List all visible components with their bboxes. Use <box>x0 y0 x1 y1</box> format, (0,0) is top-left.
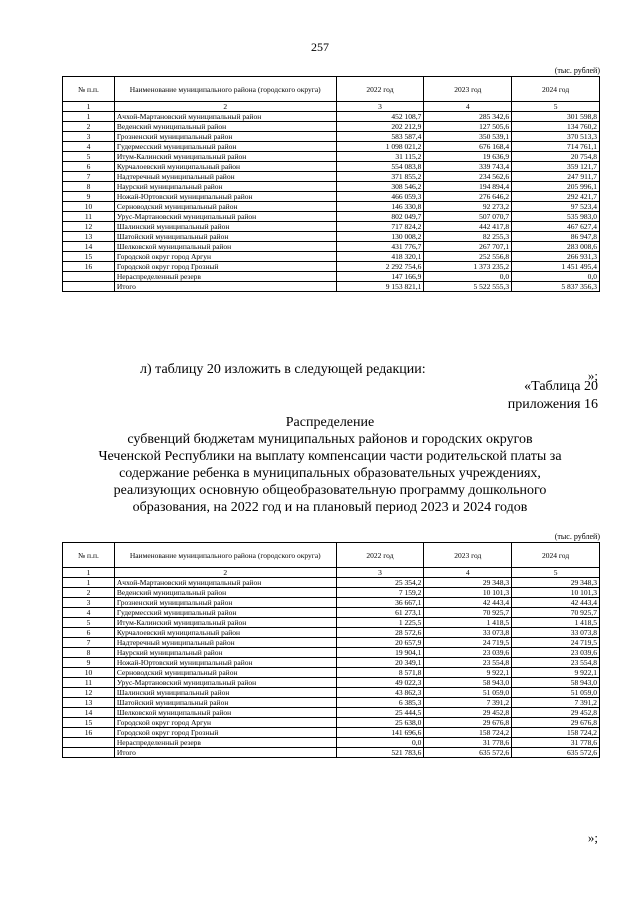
value-2024: 7 391,2 <box>512 698 600 708</box>
value-2024: 247 911,7 <box>512 172 600 182</box>
closing-quote-2: »; <box>587 830 598 845</box>
value-2024: 33 073,8 <box>512 628 600 638</box>
value-2022: 9 153 821,1 <box>336 282 424 292</box>
district-name: Итого <box>114 748 336 758</box>
table-row <box>63 588 600 598</box>
table-row <box>63 112 600 122</box>
col-index: 2 <box>114 568 336 578</box>
table-ref-line: «Таблица 20 <box>524 379 598 394</box>
col-index: 1 <box>63 102 115 112</box>
value-2023: 350 539,1 <box>424 132 512 142</box>
value-2023: 5 522 555,3 <box>424 282 512 292</box>
row-number: 9 <box>63 658 115 668</box>
district-name: Городской округ город Аргун <box>114 718 336 728</box>
value-2022: 2 292 754,6 <box>336 262 424 272</box>
title-line: субвенций бюджетам муниципальных районов и городских округов <box>127 432 533 447</box>
value-2023: 276 646,2 <box>424 192 512 202</box>
value-2023: 24 719,5 <box>424 638 512 648</box>
row-number: 4 <box>63 142 115 152</box>
col-index: 5 <box>512 102 600 112</box>
row-number: 8 <box>63 182 115 192</box>
table-row <box>63 132 600 142</box>
value-2024: 10 101,3 <box>512 588 600 598</box>
row-number: 12 <box>63 222 115 232</box>
table-row <box>63 698 600 708</box>
col-index: 3 <box>336 568 424 578</box>
district-name: Шелковской муниципальный район <box>114 708 336 718</box>
col-index: 5 <box>512 568 600 578</box>
table-row <box>63 202 600 212</box>
district-name: Веденский муниципальный район <box>114 122 336 132</box>
district-name: Серноводский муниципальный район <box>114 668 336 678</box>
table-row <box>63 658 600 668</box>
value-2023: 29 676,8 <box>424 718 512 728</box>
title-line: Чеченской Республики на выплату компенсации части родительской платы за <box>98 449 562 464</box>
value-2024: 51 059,0 <box>512 688 600 698</box>
value-2023: 1 373 235,2 <box>424 262 512 272</box>
unit-label-1: (тыс. рублей) <box>554 66 600 75</box>
value-2022: 1 098 021,2 <box>336 142 424 152</box>
row-number <box>63 272 115 282</box>
district-name: Нераспределенный резерв <box>114 272 336 282</box>
value-2022: 43 862,3 <box>336 688 424 698</box>
row-number: 7 <box>63 172 115 182</box>
col-header-num: № п.п. <box>63 77 115 102</box>
district-name: Грозненский муниципальный район <box>114 598 336 608</box>
value-2024: 20 754,8 <box>512 152 600 162</box>
value-2024: 635 572,6 <box>512 748 600 758</box>
district-name: Урус-Мартановский муниципальный район <box>114 678 336 688</box>
row-number: 2 <box>63 122 115 132</box>
value-2024: 86 947,8 <box>512 232 600 242</box>
value-2023: 194 894,4 <box>424 182 512 192</box>
value-2024: 29 452,8 <box>512 708 600 718</box>
value-2022: 521 783,6 <box>336 748 424 758</box>
district-name: Гудермесский муниципальный район <box>114 142 336 152</box>
value-2022: 554 083,8 <box>336 162 424 172</box>
value-2024: 5 837 356,3 <box>512 282 600 292</box>
value-2024: 29 676,8 <box>512 718 600 728</box>
value-2023: 82 255,3 <box>424 232 512 242</box>
table-reference <box>508 378 598 414</box>
row-number: 4 <box>63 608 115 618</box>
value-2023: 339 743,4 <box>424 162 512 172</box>
value-2022: 146 330,8 <box>336 202 424 212</box>
value-2024: 1 451 495,4 <box>512 262 600 272</box>
col-index: 1 <box>63 568 115 578</box>
value-2024: 292 421,7 <box>512 192 600 202</box>
value-2024: 23 554,8 <box>512 658 600 668</box>
title-line: Распределение <box>285 415 375 430</box>
table-row <box>63 618 600 628</box>
col-header-2022: 2022 год <box>336 543 424 568</box>
value-2023: 0,0 <box>424 272 512 282</box>
value-2023: 51 059,0 <box>424 688 512 698</box>
value-2024: 1 418,5 <box>512 618 600 628</box>
row-number: 16 <box>63 728 115 738</box>
district-name: Ачхой-Мартановский муниципальный район <box>114 112 336 122</box>
table-row <box>63 152 600 162</box>
table-row <box>63 122 600 132</box>
table-row <box>63 172 600 182</box>
row-number <box>63 748 115 758</box>
title-line: содержание ребенка в муниципальных образовательных учреждениях, <box>119 466 541 481</box>
value-2023: 19 636,9 <box>424 152 512 162</box>
value-2024: 467 627,4 <box>512 222 600 232</box>
amendment-paragraph: л) таблицу 20 изложить в следующей редакции: <box>140 362 426 377</box>
row-number: 16 <box>63 262 115 272</box>
value-2023: 9 922,1 <box>424 668 512 678</box>
subvention-table-1 <box>62 76 600 292</box>
row-number: 1 <box>63 578 115 588</box>
row-number: 11 <box>63 212 115 222</box>
district-name: Ножай-Юртовский муниципальный район <box>114 192 336 202</box>
col-header-num: № п.п. <box>63 543 115 568</box>
table-ref-line: приложения 16 <box>507 397 598 412</box>
table-row <box>63 728 600 738</box>
table-row <box>63 678 600 688</box>
value-2024: 301 598,8 <box>512 112 600 122</box>
value-2024: 24 719,5 <box>512 638 600 648</box>
table-row <box>63 708 600 718</box>
table-row <box>63 648 600 658</box>
value-2022: 308 546,2 <box>336 182 424 192</box>
table-row <box>63 242 600 252</box>
value-2022: 8 571,8 <box>336 668 424 678</box>
value-2023: 635 572,6 <box>424 748 512 758</box>
row-number: 10 <box>63 202 115 212</box>
district-name: Надтеречный муниципальный район <box>114 172 336 182</box>
table-row <box>63 282 600 292</box>
table-row <box>63 252 600 262</box>
value-2023: 252 556,8 <box>424 252 512 262</box>
district-name: Шалинский муниципальный район <box>114 688 336 698</box>
value-2024: 134 760,2 <box>512 122 600 132</box>
value-2022: 49 022,3 <box>336 678 424 688</box>
district-name: Ножай-Юртовский муниципальный район <box>114 658 336 668</box>
value-2023: 676 168,4 <box>424 142 512 152</box>
table-row <box>63 718 600 728</box>
value-2022: 717 824,2 <box>336 222 424 232</box>
col-index: 3 <box>336 102 424 112</box>
row-number: 3 <box>63 598 115 608</box>
col-index: 4 <box>424 102 512 112</box>
table-row <box>63 598 600 608</box>
value-2022: 466 059,3 <box>336 192 424 202</box>
table-row <box>63 608 600 618</box>
value-2023: 7 391,2 <box>424 698 512 708</box>
district-name: Веденский муниципальный район <box>114 588 336 598</box>
table-title <box>70 414 590 516</box>
value-2023: 33 073,8 <box>424 628 512 638</box>
district-name: Серноводский муниципальный район <box>114 202 336 212</box>
district-name: Ачхой-Мартановский муниципальный район <box>114 578 336 588</box>
value-2022: 202 212,9 <box>336 122 424 132</box>
unit-label-2: (тыс. рублей) <box>554 532 600 541</box>
row-number: 6 <box>63 162 115 172</box>
value-2022: 20 349,1 <box>336 658 424 668</box>
title-line: реализующих основную общеобразовательную программу дошкольного <box>113 483 547 498</box>
value-2024: 23 039,6 <box>512 648 600 658</box>
value-2024: 266 931,3 <box>512 252 600 262</box>
value-2022: 371 855,2 <box>336 172 424 182</box>
row-number: 11 <box>63 678 115 688</box>
row-number: 9 <box>63 192 115 202</box>
page-number: 257 <box>311 40 329 54</box>
row-number: 8 <box>63 648 115 658</box>
col-header-2023: 2023 год <box>424 77 512 102</box>
row-number: 13 <box>63 232 115 242</box>
value-2023: 234 562,6 <box>424 172 512 182</box>
table-row <box>63 142 600 152</box>
value-2024: 31 778,6 <box>512 738 600 748</box>
district-name: Наурский муниципальный район <box>114 648 336 658</box>
value-2024: 29 348,3 <box>512 578 600 588</box>
value-2022: 25 354,2 <box>336 578 424 588</box>
row-number: 7 <box>63 638 115 648</box>
district-name: Шелковской муниципальный район <box>114 242 336 252</box>
value-2022: 418 320,1 <box>336 252 424 262</box>
col-header-2023: 2023 год <box>424 543 512 568</box>
value-2023: 23 554,8 <box>424 658 512 668</box>
title-line: образования, на 2022 год и на плановый период 2023 и 2024 годов <box>132 500 528 515</box>
value-2022: 31 115,2 <box>336 152 424 162</box>
district-name: Шатойский муниципальный район <box>114 698 336 708</box>
row-number: 12 <box>63 688 115 698</box>
district-name: Итум-Калинский муниципальный район <box>114 152 336 162</box>
value-2023: 285 342,6 <box>424 112 512 122</box>
value-2024: 70 925,7 <box>512 608 600 618</box>
col-index: 2 <box>114 102 336 112</box>
row-number: 10 <box>63 668 115 678</box>
value-2023: 42 443,4 <box>424 598 512 608</box>
district-name: Нераспределенный резерв <box>114 738 336 748</box>
value-2022: 6 385,3 <box>336 698 424 708</box>
row-number <box>63 738 115 748</box>
row-number: 2 <box>63 588 115 598</box>
district-name: Курчалоевский муниципальный район <box>114 628 336 638</box>
district-name: Грозненский муниципальный район <box>114 132 336 142</box>
value-2024: 9 922,1 <box>512 668 600 678</box>
table-row <box>63 668 600 678</box>
table-row <box>63 748 600 758</box>
value-2023: 267 707,1 <box>424 242 512 252</box>
value-2022: 25 638,0 <box>336 718 424 728</box>
col-header-2022: 2022 год <box>336 77 424 102</box>
district-name: Наурский муниципальный район <box>114 182 336 192</box>
value-2024: 158 724,2 <box>512 728 600 738</box>
value-2023: 31 778,6 <box>424 738 512 748</box>
district-name: Шатойский муниципальный район <box>114 232 336 242</box>
district-name: Урус-Мартановский муниципальный район <box>114 212 336 222</box>
value-2022: 583 587,4 <box>336 132 424 142</box>
row-number <box>63 282 115 292</box>
col-header-name: Наименование муниципального района (городского округа) <box>114 543 336 568</box>
district-name: Итого <box>114 282 336 292</box>
value-2023: 158 724,2 <box>424 728 512 738</box>
col-index: 4 <box>424 568 512 578</box>
table-row <box>63 212 600 222</box>
value-2022: 452 108,7 <box>336 112 424 122</box>
closing-quote-1: »; <box>587 368 598 383</box>
table-row <box>63 688 600 698</box>
row-number: 13 <box>63 698 115 708</box>
col-header-2024: 2024 год <box>512 543 600 568</box>
district-name: Городской округ город Аргун <box>114 252 336 262</box>
table-row <box>63 578 600 588</box>
value-2024: 58 943,0 <box>512 678 600 688</box>
value-2023: 10 101,3 <box>424 588 512 598</box>
district-name: Итум-Калинский муниципальный район <box>114 618 336 628</box>
value-2024: 714 761,1 <box>512 142 600 152</box>
col-header-2024: 2024 год <box>512 77 600 102</box>
row-number: 1 <box>63 112 115 122</box>
value-2024: 97 523,4 <box>512 202 600 212</box>
row-number: 14 <box>63 708 115 718</box>
row-number: 6 <box>63 628 115 638</box>
value-2022: 1 225,5 <box>336 618 424 628</box>
value-2022: 19 904,1 <box>336 648 424 658</box>
table-row <box>63 182 600 192</box>
value-2023: 442 417,8 <box>424 222 512 232</box>
value-2023: 23 039,6 <box>424 648 512 658</box>
value-2023: 1 418,5 <box>424 618 512 628</box>
value-2022: 0,0 <box>336 738 424 748</box>
district-name: Шалинский муниципальный район <box>114 222 336 232</box>
value-2022: 61 273,1 <box>336 608 424 618</box>
value-2022: 431 776,7 <box>336 242 424 252</box>
value-2022: 147 166,9 <box>336 272 424 282</box>
row-number: 15 <box>63 718 115 728</box>
value-2023: 92 273,2 <box>424 202 512 212</box>
value-2024: 205 996,1 <box>512 182 600 192</box>
value-2022: 130 008,2 <box>336 232 424 242</box>
value-2024: 359 121,7 <box>512 162 600 172</box>
value-2022: 36 667,1 <box>336 598 424 608</box>
value-2022: 25 444,5 <box>336 708 424 718</box>
row-number: 5 <box>63 152 115 162</box>
col-header-name: Наименование муниципального района (городского округа) <box>114 77 336 102</box>
table-row <box>63 272 600 282</box>
row-number: 3 <box>63 132 115 142</box>
value-2023: 58 943,0 <box>424 678 512 688</box>
district-name: Курчалоевский муниципальный район <box>114 162 336 172</box>
table-row <box>63 738 600 748</box>
subvention-table-2 <box>62 542 600 758</box>
value-2022: 802 049,7 <box>336 212 424 222</box>
value-2023: 29 348,3 <box>424 578 512 588</box>
row-number: 15 <box>63 252 115 262</box>
table-row <box>63 192 600 202</box>
value-2023: 70 925,7 <box>424 608 512 618</box>
table-row <box>63 162 600 172</box>
value-2023: 507 070,7 <box>424 212 512 222</box>
value-2022: 141 696,6 <box>336 728 424 738</box>
district-name: Надтеречный муниципальный район <box>114 638 336 648</box>
table-row <box>63 222 600 232</box>
value-2022: 7 159,2 <box>336 588 424 598</box>
value-2024: 370 513,3 <box>512 132 600 142</box>
district-name: Городской округ город Грозный <box>114 728 336 738</box>
value-2022: 28 572,6 <box>336 628 424 638</box>
table-row <box>63 638 600 648</box>
row-number: 5 <box>63 618 115 628</box>
value-2024: 535 983,0 <box>512 212 600 222</box>
table-row <box>63 262 600 272</box>
row-number: 14 <box>63 242 115 252</box>
district-name: Гудермесский муниципальный район <box>114 608 336 618</box>
value-2022: 20 657,9 <box>336 638 424 648</box>
value-2023: 127 505,6 <box>424 122 512 132</box>
value-2024: 42 443,4 <box>512 598 600 608</box>
value-2024: 283 008,6 <box>512 242 600 252</box>
district-name: Городской округ город Грозный <box>114 262 336 272</box>
value-2023: 29 452,8 <box>424 708 512 718</box>
table-row <box>63 628 600 638</box>
value-2024: 0,0 <box>512 272 600 282</box>
table-row <box>63 232 600 242</box>
